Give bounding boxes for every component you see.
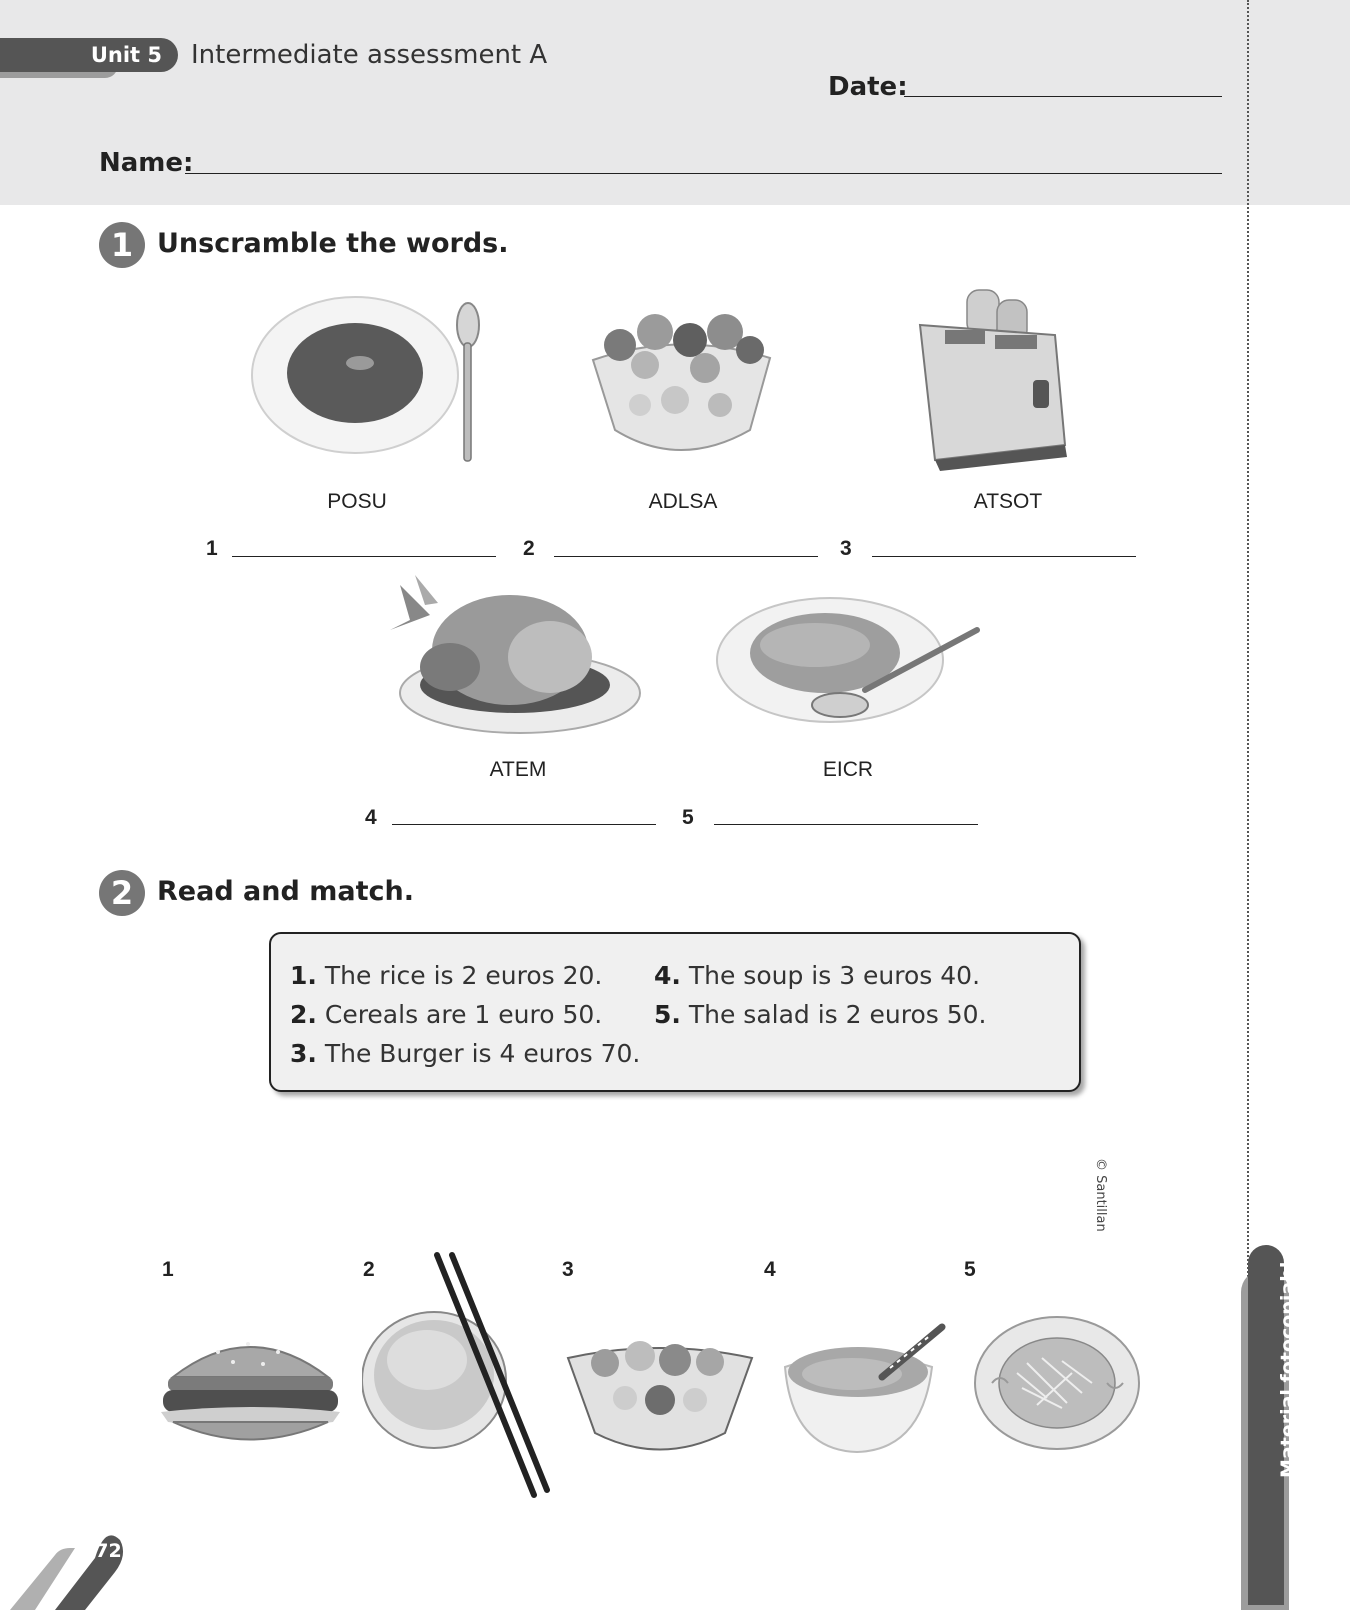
copyright-note: © Santillan	[1093, 1158, 1108, 1232]
answer-number-2: 2	[523, 537, 535, 560]
rice-plate-picture	[715, 595, 985, 735]
answer-line-4[interactable]	[392, 824, 656, 825]
sentences-box	[269, 932, 1081, 1092]
picture-number-4: 4	[764, 1258, 776, 1281]
scrambled-word-3: ATSOT	[973, 490, 1043, 513]
exercise-1-title: Unscramble the words.	[157, 228, 509, 259]
assessment-title: Intermediate assessment A	[191, 40, 548, 70]
answer-number-4: 4	[365, 806, 377, 829]
sentence-3: 3. The Burger is 4 euros 70.	[290, 1039, 641, 1068]
picture-number-2: 2	[363, 1258, 375, 1281]
answer-number-5: 5	[682, 806, 694, 829]
name-field[interactable]	[185, 173, 1222, 174]
unit-badge: Unit 5	[0, 38, 178, 72]
noodle-soup-picture	[972, 1313, 1142, 1453]
exercise-1-number: 1	[99, 222, 145, 268]
salad-glass-bowl-picture	[565, 1338, 755, 1463]
page-number: 172	[82, 1540, 122, 1562]
exercise-2-title: Read and match.	[157, 876, 414, 907]
sentence-5: 5. The salad is 2 euros 50.	[654, 1000, 987, 1029]
answer-line-3[interactable]	[872, 556, 1136, 557]
header-band	[0, 0, 1350, 205]
roast-chicken-picture	[390, 575, 645, 740]
photocopiable-label: Material fotocopiable	[1277, 1248, 1299, 1478]
soup-plate-picture	[250, 295, 500, 470]
answer-line-1[interactable]	[232, 556, 496, 557]
toaster-picture	[915, 285, 1080, 475]
answer-line-2[interactable]	[554, 556, 818, 557]
rice-bowl-chopsticks-picture	[362, 1250, 557, 1500]
scrambled-word-4: ATEM	[489, 758, 547, 781]
date-field[interactable]	[904, 96, 1222, 97]
scrambled-word-1: POSU	[327, 490, 387, 513]
picture-number-3: 3	[562, 1258, 574, 1281]
answer-number-1: 1	[206, 537, 218, 560]
date-label: Date:	[828, 72, 908, 102]
scrambled-word-2: ADLSA	[648, 490, 718, 513]
answer-number-3: 3	[840, 537, 852, 560]
name-label: Name:	[99, 148, 194, 178]
picture-number-5: 5	[964, 1258, 976, 1281]
scrambled-word-5: EICR	[822, 758, 874, 781]
exercise-2-number: 2	[99, 870, 145, 916]
answer-line-5[interactable]	[714, 824, 978, 825]
sentence-4: 4. The soup is 3 euros 40.	[654, 961, 981, 990]
cereal-bowl-picture	[782, 1322, 952, 1457]
burger-picture	[158, 1322, 343, 1452]
salad-bowl-picture	[585, 310, 780, 470]
sentence-1: 1. The rice is 2 euros 20.	[290, 961, 603, 990]
sentence-2: 2. Cereals are 1 euro 50.	[290, 1000, 603, 1029]
picture-number-1: 1	[162, 1258, 174, 1281]
